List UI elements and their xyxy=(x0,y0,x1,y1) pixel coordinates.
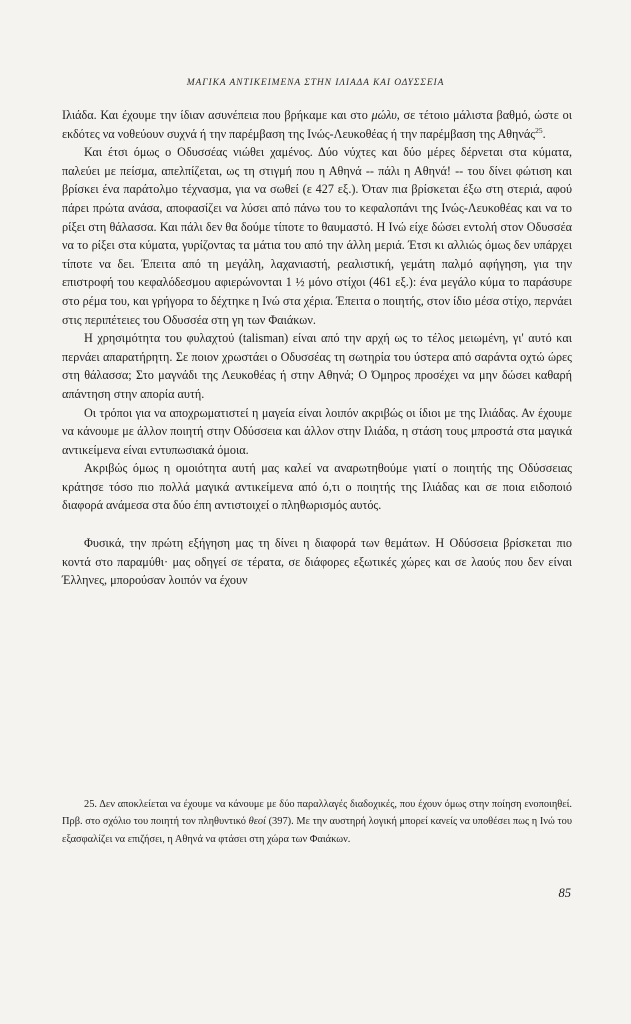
running-header: ΜΑΓΙΚΑ ΑΝΤΙΚΕΙΜΕΝΑ ΣΤΗΝ ΙΛΙΑΔΑ ΚΑΙ ΟΔΥΣΣΕΙΑ xyxy=(186,78,445,88)
footnote-ref-25[interactable]: 25 xyxy=(535,125,543,135)
body-text xyxy=(62,106,572,590)
paragraph-6: Φυσικά, την πρώτη εξήγηση μας τη δίνει η διαφορά των θεμάτων. Η Οδύσσεια βρίσκεται πιο κοντά στο παραμύθι· μας οδηγεί σε τέρατα, σε διάφορες εξωτικές χώρες και σε λαούς που δεν είναι Έλληνες, μπορούσαν λοιπόν να έχουν xyxy=(62,536,572,588)
footnote-italic: θεοί xyxy=(248,816,266,828)
footnote-text-a: 25. Δεν αποκλείεται να έχουμε να κάνουμε με δύο παραλλαγές διαδοχικές, που έχουν όμως στην ποίηση ενοποιηθεί. Πρβ. στο σχόλιο του ποιητή τον πληθυντικό xyxy=(62,799,572,828)
paragraph-1-text-b: , σε τέτοιο μάλιστα βαθμό, ώστε οι εκδότες να νοθεύουν συχνά ή την παρέμβαση της Ινώς-Λευκοθέας ή την παρέμβαση της Αθηνάς xyxy=(62,108,572,141)
paragraph-1 xyxy=(62,106,572,143)
paragraph-3: Η χρησιμότητα του φυλαχτού (talisman) είναι από την αρχή ως το τέλος μειωμένη, γι' αυτό και περνάει απαρατήρητη. Σε ποιον χρωστάει ο Οδυσσέας τη σωτηρία του ύστερα από σαράντα οχτώ ώρες στη θάλασσα; Στο μαγνάδι της Λευκοθέας ή στην Αθηνά; Ο Όμηρος προσέχει να μην δώσει καθαρή απάντηση στην απορία αυτή. xyxy=(62,331,572,401)
paragraph-2: Και έτσι όμως ο Οδυσσέας νιώθει χαμένος. Δύο νύχτες και δύο μέρες δέρνεται στα κύματα, παλεύει με πείσμα, απελπίζεται, ως τη στιγμή που η Αθηνά -- πάλι η Αθηνά! -- του δίνει φώτιση και βρίσκει ένα παράτολμο τέχνασμα, για να σωθεί (ε 427 εξ.). Όταν πια βρίσκεται έξω στη στεριά, αφού πάρει πρώτα ανάσα, αποφασίζει να λύσει από πάνω του το κεφαλοπάνι της Ινώς-Λευκοθέας και να το ρίξει στη θάλασσα. Και πάλι δεν θα δούμε τίποτε το θαυμαστό. Η Ινώ είχε δώσει εντολή στον Οδυσσέα να το ρίξει στα κύματα, γυρίζοντας τα μάτια του από την άλλη μεριά. Έτσι κι αλλιώς όμως δεν υπάρχει τίποτε να δει. Έπειτα από τη μεγάλη, λαχανιαστή, ρεαλιστική, γεμάτη παλμό αφήγηση, για την επιστροφή του κεφαλόδεσμου αφιερώνονται 1 ½ μόνο στίχοι (461 εξ.): ένα μεγάλο κύμα το παράσυρε στο ρέμα του, και γρήγορα το δέχτηκε η Ινώ στα χέρια. Έπειτα ο ποιητής, στον ίδιο μέσα στίχο, περνάει στις περιπέτειες του Οδυσσέα στη γη των Φαιάκων. xyxy=(62,145,572,327)
paragraph-1-text-c: . xyxy=(542,126,546,141)
paragraph-4: Οι τρόποι για να αποχρωματιστεί η μαγεία είναι λοιπόν ακριβώς οι ίδιοι με της Ιλιάδας. Αν έχουμε να κάνουμε με άλλον ποιητή στην Οδύσσεια και άλλον στην Ιλιάδα, η στάση τους μπροστά στα μαγικά αντικείμενα είναι εντυπωσιακά όμοια. xyxy=(62,405,572,457)
page-number: 85 xyxy=(558,886,571,900)
paragraph-1-italic: μώλυ xyxy=(371,108,397,122)
footnote-25 xyxy=(62,796,572,848)
paragraph-5: Ακριβώς όμως η ομοιότητα αυτή μας καλεί να αναρωτηθούμε γιατί ο ποιητής της Οδύσσειας κράτησε τόσο πιο πολλά μαγικά αντικείμενα από ό,τι ο ποιητής της Ιλιάδας και σε ποια ειδοποιό διαφορά ανάμεσα στα δύο έπη αντιστοιχεί ο πληθωρισμός αυτός. xyxy=(62,461,572,513)
footnote-paragraph xyxy=(62,796,572,848)
paragraph-1-text-a: Ιλιάδα. Και έχουμε την ίδιαν ασυνέπεια που βρήκαμε και στο xyxy=(62,108,372,122)
footnote-text-b: (397). Με την αυστηρή λογική μπορεί κανείς να υποθέσει πως η Ινώ του εξασφαλίζει να επιζήσει, η Αθηνά να φτάσει στη χώρα των Φαιάκων. xyxy=(62,816,572,845)
